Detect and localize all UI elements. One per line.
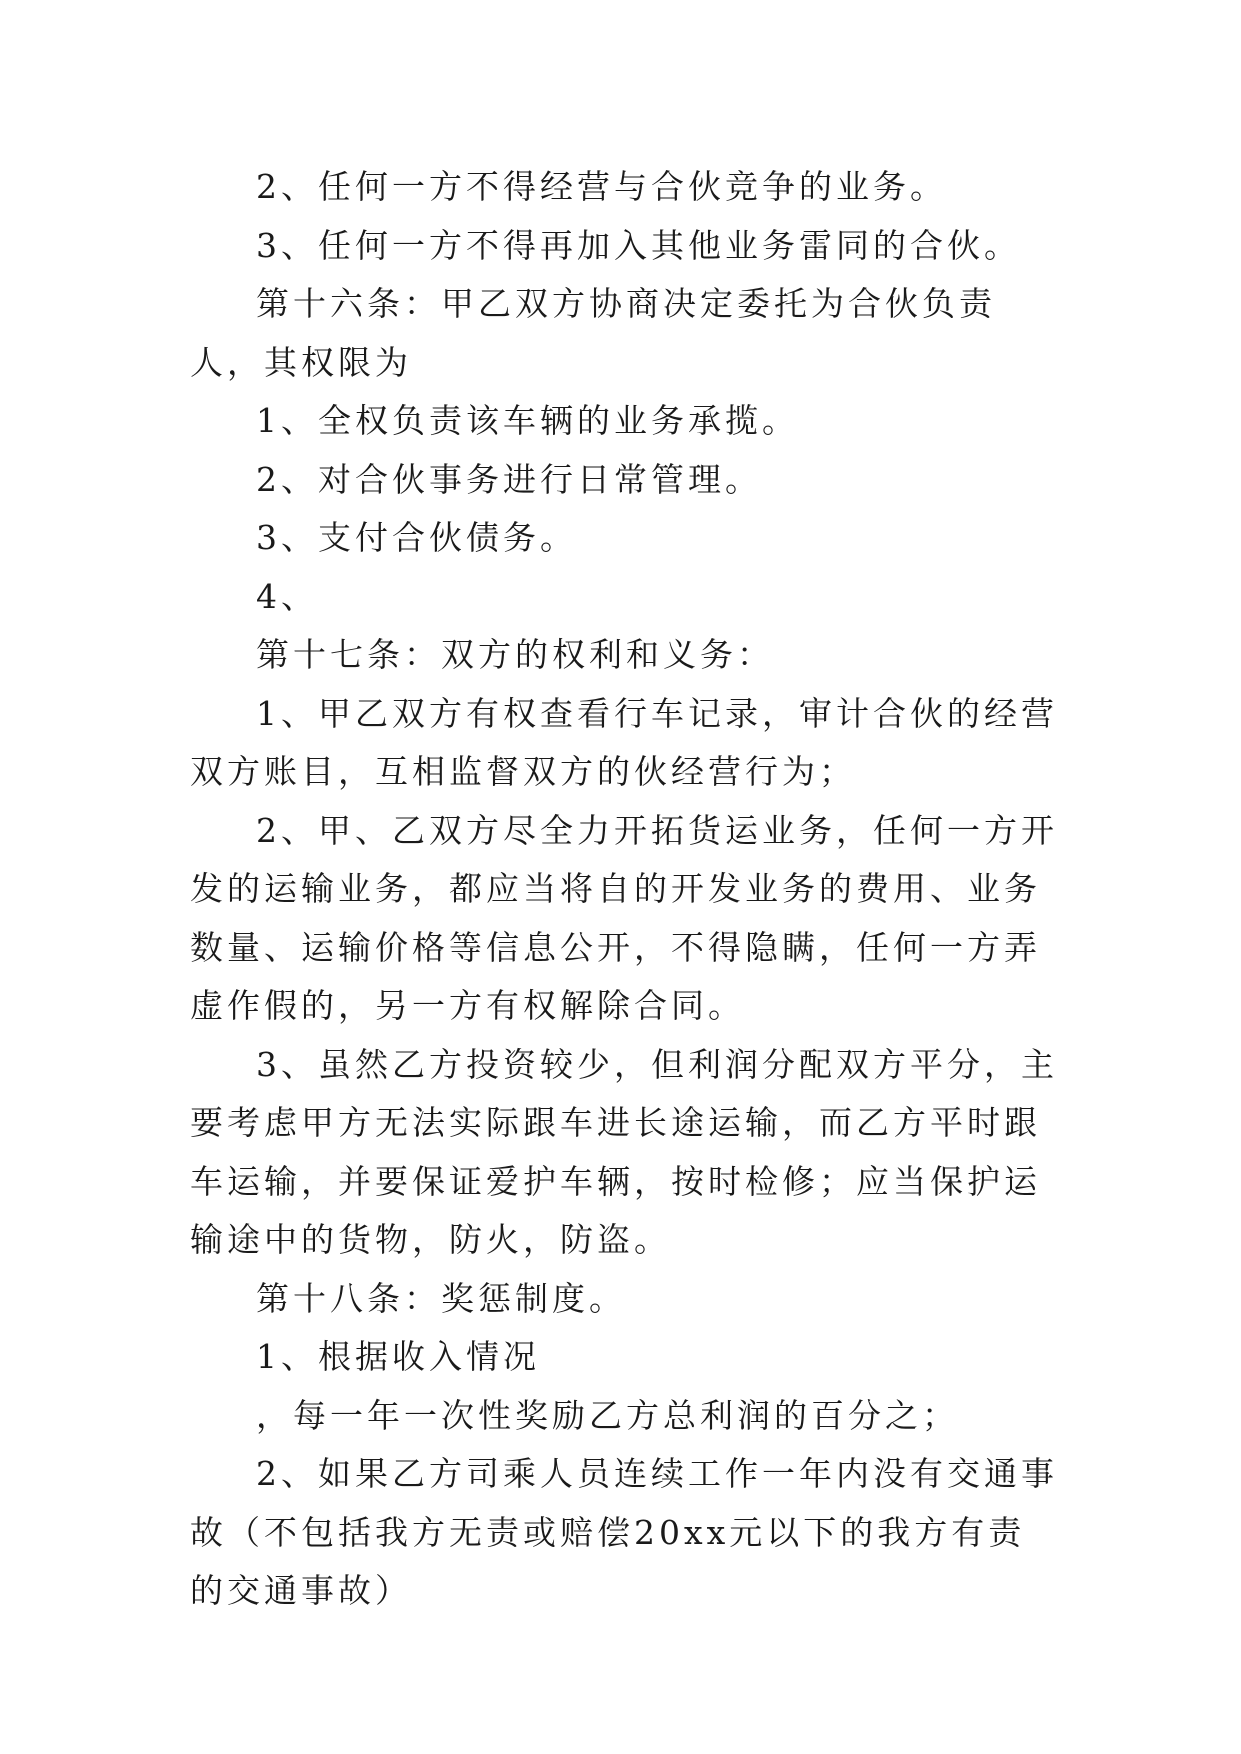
paragraph-clause-18-item-2: 2、如果乙方司乘人员连续工作一年内没有交通事故（不包括我方无责或赔偿20xx元以下的我方有责的交通事故） <box>190 1454 1058 1610</box>
paragraph-clause-16-item-2: 2、对合伙事务进行日常管理。 <box>256 459 762 499</box>
paragraph-clause-15-item-3: 3、任何一方不得再加入其他业务雷同的合伙。 <box>256 225 1021 265</box>
paragraph-clause-17-item-2: 2、甲、乙双方尽全力开拓货运业务，任何一方开发的运输业务，都应当将自的开发业务的费用、业务数量、运输价格等信息公开，不得隐瞒，任何一方弄虚作假的，另一方有权解除合同。 <box>190 810 1058 1025</box>
paragraph-clause-18-heading: 第十八条：奖惩制度。 <box>256 1278 626 1318</box>
document-body <box>190 158 1060 1621</box>
paragraph-clause-17-item-1: 1、甲乙双方有权查看行车记录，审计合伙的经营双方账目，互相监督双方的伙经营行为； <box>190 693 1058 791</box>
paragraph-clause-16-item-1: 1、全权负责该车辆的业务承揽。 <box>256 401 799 440</box>
paragraph-clause-15-item-2: 2、任何一方不得经营与合伙竞争的业务。 <box>256 167 947 206</box>
paragraph-clause-18-item-1: 1、根据收入情况 <box>256 1337 540 1376</box>
paragraph-clause-16-item-4: 4、 <box>256 576 318 616</box>
paragraph-clause-16-heading: 第十六条：甲乙双方协商决定委托为合伙负责人，其权限为 <box>190 284 996 382</box>
paragraph-clause-17-item-3: 3、虽然乙方投资较少，但利润分配双方平分，主要考虑甲方无法实际跟车进长途运输，而乙方平时跟车运输，并要保证爱护车辆，按时检修；应当保护运输途中的货物，防火，防盗。 <box>190 1044 1058 1259</box>
paragraph-clause-18-item-1-continued: ，每一年一次性奖励乙方总利润的百分之； <box>256 1395 959 1435</box>
paragraph-clause-16-item-3: 3、支付合伙债务。 <box>256 518 577 557</box>
paragraph-clause-17-heading: 第十七条：双方的权利和义务： <box>256 635 774 674</box>
